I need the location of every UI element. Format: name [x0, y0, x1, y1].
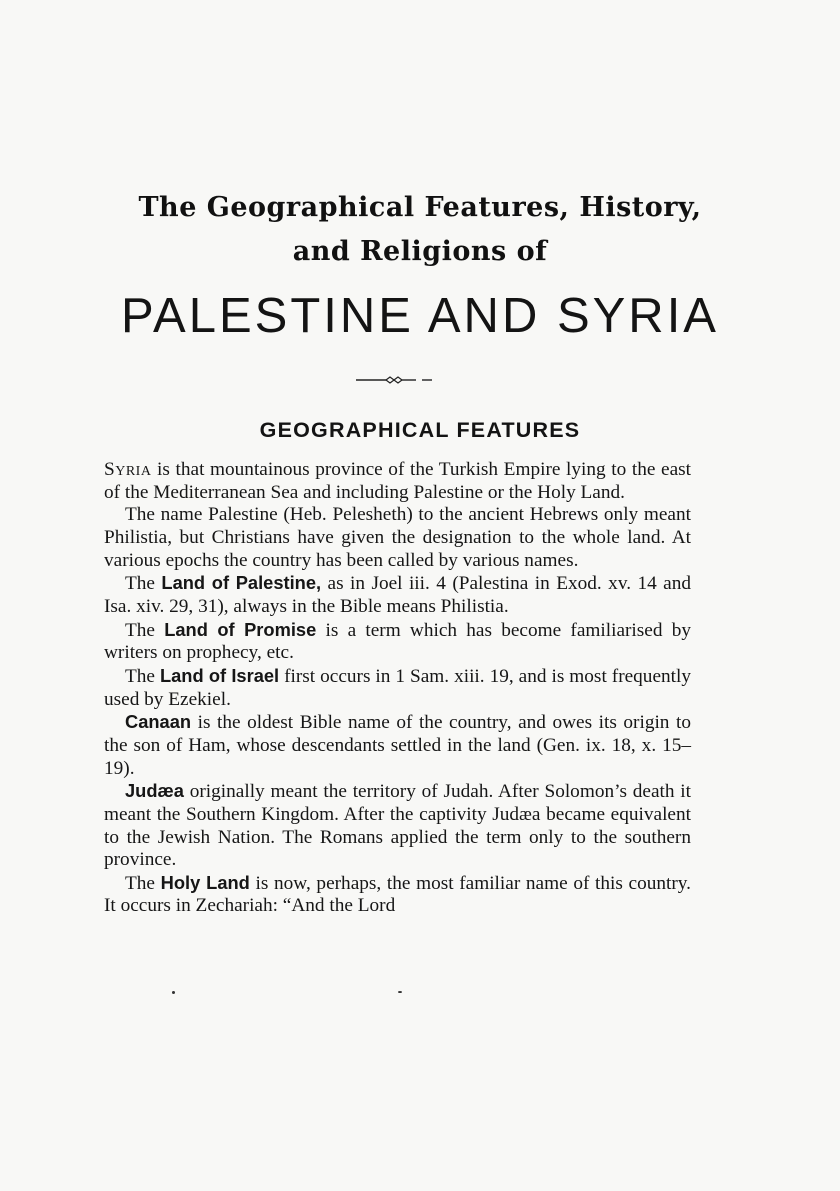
bold-term: Land of Israel	[159, 664, 280, 686]
paragraph-land-of-palestine	[104, 572, 691, 618]
paragraph-text: as in Joel iii. 4 (Palestina in Exod. xv. 14 and Isa. xiv. 29, 31), always in the Bible means Philistia.	[104, 573, 692, 617]
print-speck	[172, 991, 175, 994]
print-speck	[398, 991, 402, 993]
paragraph-text: is that mountainous province of the Turkish Empire lying to the east of the Mediterranean Sea and including Palestine or the Holy Land.	[104, 459, 691, 503]
ornamental-rule-icon	[356, 374, 436, 386]
paragraph-text: The name Palestine (Heb. Pelesheth) to the ancient Hebrews only meant Philistia, but Christians have given the designation to the whole land. At various epochs the country has been called by various names.	[104, 504, 691, 571]
body-text	[104, 459, 691, 918]
paragraph-syria	[104, 459, 691, 504]
bold-term: Judæa	[125, 780, 184, 802]
paragraph-holy-land	[104, 872, 691, 918]
paragraph-pre: The	[125, 619, 165, 641]
bold-term: Holy Land	[160, 871, 250, 893]
title-line-1: The Geographical Features, History,	[138, 192, 702, 223]
paragraph-pre: The	[125, 872, 161, 894]
bold-term: Land of Promise	[164, 618, 317, 640]
paragraph-judaea	[104, 780, 691, 872]
paragraph-name	[104, 504, 691, 572]
paragraph-text: first occurs in 1 Sam. xiii. 19, and is most frequently used by Ezekiel.	[104, 665, 692, 710]
paragraph-land-of-promise	[104, 619, 691, 665]
bold-term: Land of Palestine,	[161, 572, 322, 594]
page-title: PALESTINE AND SYRIA	[121, 289, 719, 343]
lead-word: Syria	[104, 459, 152, 480]
paragraph-text: is a term which has become familiarised by writers on prophecy, etc.	[104, 619, 691, 664]
paragraph-text: is now, perhaps, the most familiar name of this country. It occurs in Zechariah: “And the Lord	[104, 872, 692, 917]
section-heading: GEOGRAPHICAL FEATURES	[259, 418, 581, 442]
paragraph-canaan	[104, 711, 691, 780]
paragraph-text: originally meant the territory of Judah. After Solomon’s death it meant the Southern Kingdom. After the captivity Judæa became equivalent to the Jewish Nation. The Romans applied the term only to the southern province.	[104, 781, 691, 871]
bold-term: Canaan	[125, 711, 192, 733]
paragraph-pre: The	[125, 665, 160, 687]
paragraph-land-of-israel	[104, 665, 691, 711]
paragraph-pre: The	[125, 573, 162, 595]
title-line-2: and Religions of	[292, 236, 548, 267]
paragraph-text: is the oldest Bible name of the country, and owes its origin to the son of Ham, whose descendants settled in the land (Gen. ix. 18, x. 15–19).	[104, 712, 691, 779]
